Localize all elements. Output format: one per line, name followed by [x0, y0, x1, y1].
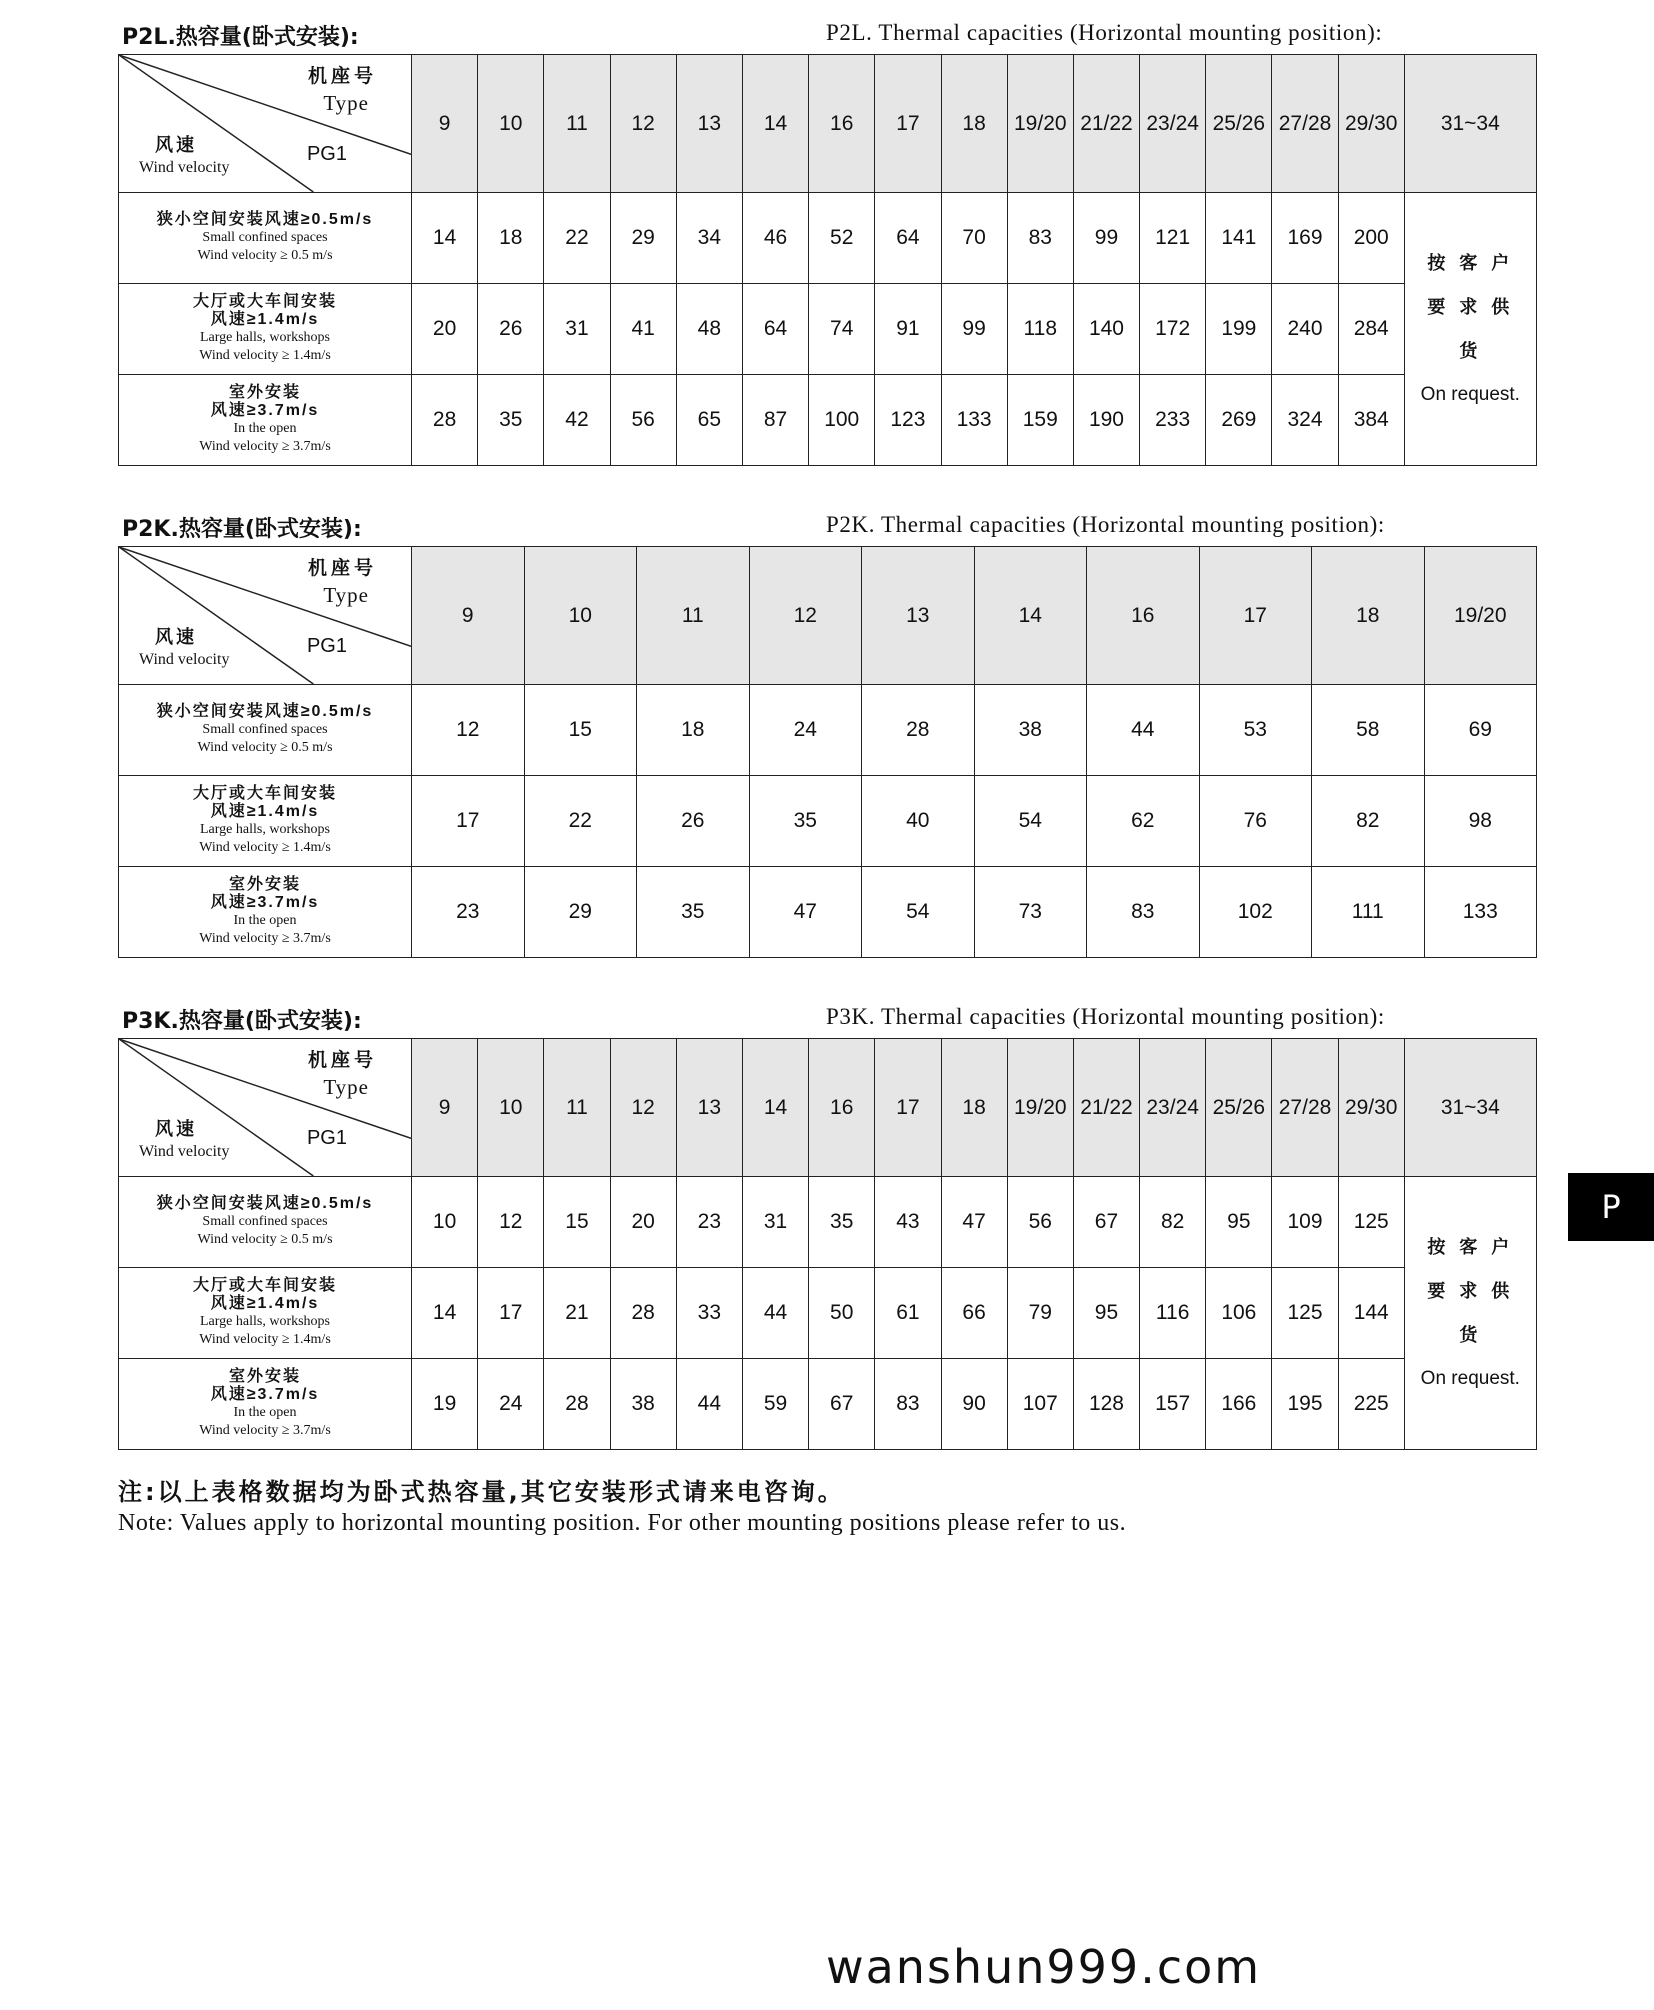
- row-label-en: Large halls, workshops: [200, 330, 330, 345]
- wind-label-cn: 风速: [155, 135, 197, 155]
- table-cell: 102: [1199, 867, 1312, 958]
- type-label-cn: 机座号: [307, 1050, 377, 1071]
- type-header: 13: [862, 547, 975, 685]
- type-header: 13: [676, 55, 742, 193]
- table-cell: 24: [478, 1359, 544, 1450]
- table-cell: 83: [875, 1359, 941, 1450]
- type-header: 14: [742, 1039, 808, 1177]
- type-header: 21/22: [1073, 1039, 1139, 1177]
- table-cell: 133: [941, 375, 1007, 466]
- table-cell: 35: [637, 867, 750, 958]
- table-cell: 28: [412, 375, 478, 466]
- table-cell: 18: [637, 685, 750, 776]
- table-cell: 99: [941, 284, 1007, 375]
- table-cell: 76: [1199, 776, 1312, 867]
- type-header: 19/20: [1424, 547, 1537, 685]
- note-cn: 注:以上表格数据均为卧式热容量,其它安装形式请来电咨询。: [118, 1478, 845, 1506]
- row-label-en: Wind velocity ≥ 1.4m/s: [199, 348, 331, 363]
- table-cell: 159: [1007, 375, 1073, 466]
- type-header: 13: [676, 1039, 742, 1177]
- row-label: [119, 685, 412, 776]
- type-header: 27/28: [1272, 55, 1338, 193]
- table-cell: 41: [610, 284, 676, 375]
- on-request-cell: [1404, 193, 1536, 466]
- table-cell: 90: [941, 1359, 1007, 1450]
- type-header: 10: [524, 547, 637, 685]
- p3k-title-cn: P3K.热容量(卧式安装):: [122, 1009, 362, 1034]
- row-label-cn: 风速≥1.4m/s: [210, 1295, 320, 1312]
- type-header: 31~34: [1404, 1039, 1536, 1177]
- row-label-cn: 大厅或大车间安装: [192, 785, 337, 802]
- row-label-en: Large halls, workshops: [200, 1314, 330, 1329]
- table-cell: 54: [974, 776, 1087, 867]
- table-cell: 284: [1338, 284, 1404, 375]
- table-cell: 44: [742, 1268, 808, 1359]
- row-label-en: Wind velocity ≥ 0.5 m/s: [197, 248, 333, 263]
- type-header: 12: [610, 1039, 676, 1177]
- wind-label-en: Wind velocity: [139, 159, 230, 176]
- row-label-cn: 狭小空间安装风速≥0.5m/s: [156, 211, 374, 228]
- table-cell: 140: [1073, 284, 1139, 375]
- type-header: 14: [974, 547, 1087, 685]
- type-label-en: Type: [323, 1075, 369, 1099]
- type-label-cn: 机座号: [307, 66, 377, 87]
- table-cell: 106: [1206, 1268, 1272, 1359]
- table-cell: 19: [412, 1359, 478, 1450]
- note-en: Note: Values apply to horizontal mounting position. For other mounting positions please refer to us.: [118, 1510, 1127, 1536]
- row-label-en: Wind velocity ≥ 1.4m/s: [199, 840, 331, 855]
- row-label: [119, 1268, 412, 1359]
- table-cell: 62: [1087, 776, 1200, 867]
- row-label-en: Wind velocity ≥ 3.7m/s: [199, 1423, 331, 1438]
- table-cell: 128: [1073, 1359, 1139, 1450]
- corner-cell: [119, 1039, 412, 1177]
- header-row: [119, 547, 1537, 685]
- type-header: 27/28: [1272, 1039, 1338, 1177]
- on-request-en: On request.: [1420, 384, 1520, 405]
- table-cell: 69: [1424, 685, 1537, 776]
- table-cell: 225: [1338, 1359, 1404, 1450]
- table-cell: 44: [676, 1359, 742, 1450]
- table-cell: 141: [1206, 193, 1272, 284]
- table-cell: 73: [974, 867, 1087, 958]
- table-cell: 95: [1206, 1177, 1272, 1268]
- table-cell: 42: [544, 375, 610, 466]
- row-label-en: Wind velocity ≥ 0.5 m/s: [197, 740, 333, 755]
- table-cell: 23: [412, 867, 525, 958]
- type-header: 17: [1199, 547, 1312, 685]
- type-label-en: Type: [323, 91, 369, 115]
- table-cell: 20: [610, 1177, 676, 1268]
- corner-cell: [119, 547, 412, 685]
- type-header: 12: [749, 547, 862, 685]
- p2l-table: [118, 54, 1537, 466]
- type-header: 14: [742, 55, 808, 193]
- table-row: [119, 193, 1537, 284]
- table-cell: 33: [676, 1268, 742, 1359]
- type-label-cn: 机座号: [307, 558, 377, 579]
- pg-label: PG1: [306, 635, 347, 657]
- table-cell: 26: [478, 284, 544, 375]
- type-header: 31~34: [1404, 55, 1536, 193]
- wind-label-cn: 风速: [155, 1119, 197, 1139]
- table-cell: 200: [1338, 193, 1404, 284]
- table-cell: 17: [412, 776, 525, 867]
- row-label-en: Wind velocity ≥ 1.4m/s: [199, 1332, 331, 1347]
- table-cell: 133: [1424, 867, 1537, 958]
- type-header: 18: [1312, 547, 1425, 685]
- table-cell: 38: [974, 685, 1087, 776]
- table-cell: 82: [1312, 776, 1425, 867]
- row-label-cn: 风速≥3.7m/s: [210, 402, 320, 419]
- table-cell: 87: [742, 375, 808, 466]
- table-cell: 59: [742, 1359, 808, 1450]
- type-header: 29/30: [1338, 1039, 1404, 1177]
- row-label-cn: 风速≥3.7m/s: [210, 1386, 320, 1403]
- pg-label: PG1: [306, 1127, 347, 1149]
- table-row: [119, 685, 1537, 776]
- p2k-table: [118, 546, 1537, 958]
- p3k-title-en: P3K. Thermal capacities (Horizontal mounting position):: [826, 1004, 1385, 1029]
- table-cell: 21: [544, 1268, 610, 1359]
- table-cell: 28: [544, 1359, 610, 1450]
- table-cell: 40: [862, 776, 975, 867]
- table-cell: 74: [809, 284, 875, 375]
- pg-label: PG1: [306, 143, 347, 165]
- row-label-cn: 室外安装: [228, 384, 301, 401]
- table-cell: 100: [809, 375, 875, 466]
- type-header: 16: [1087, 547, 1200, 685]
- table-cell: 166: [1206, 1359, 1272, 1450]
- on-request-cn-2: 要求供货: [1427, 1281, 1524, 1345]
- type-header: 25/26: [1206, 1039, 1272, 1177]
- row-label-cn: 室外安装: [228, 1368, 301, 1385]
- row-label: [119, 1359, 412, 1450]
- row-label: [119, 193, 412, 284]
- table-cell: 54: [862, 867, 975, 958]
- table-cell: 116: [1140, 1268, 1206, 1359]
- type-header: 19/20: [1007, 1039, 1073, 1177]
- header-row: [119, 55, 1537, 193]
- table-row: [119, 776, 1537, 867]
- row-label-en: In the open: [233, 421, 297, 436]
- type-header: 21/22: [1073, 55, 1139, 193]
- type-header: 9: [412, 55, 478, 193]
- table-cell: 50: [809, 1268, 875, 1359]
- table-cell: 47: [749, 867, 862, 958]
- table-cell: 91: [875, 284, 941, 375]
- table-row: [119, 1268, 1537, 1359]
- table-cell: 99: [1073, 193, 1139, 284]
- type-header: 16: [809, 55, 875, 193]
- row-label-cn: 风速≥3.7m/s: [210, 894, 320, 911]
- row-label-en: Wind velocity ≥ 3.7m/s: [199, 931, 331, 946]
- table-cell: 34: [676, 193, 742, 284]
- table-cell: 24: [749, 685, 862, 776]
- table-cell: 125: [1338, 1177, 1404, 1268]
- table-cell: 31: [544, 284, 610, 375]
- table-cell: 35: [809, 1177, 875, 1268]
- p2l-title-en: P2L. Thermal capacities (Horizontal mounting position):: [826, 20, 1383, 45]
- row-label-cn: 风速≥1.4m/s: [210, 803, 320, 820]
- row-label: [119, 867, 412, 958]
- p3k-table: [118, 1038, 1537, 1450]
- table-cell: 29: [524, 867, 637, 958]
- table-cell: 48: [676, 284, 742, 375]
- corner-cell: [119, 55, 412, 193]
- table-cell: 169: [1272, 193, 1338, 284]
- table-cell: 233: [1140, 375, 1206, 466]
- table-cell: 70: [941, 193, 1007, 284]
- side-tab-p: P: [1568, 1173, 1654, 1241]
- table-cell: 65: [676, 375, 742, 466]
- table-cell: 144: [1338, 1268, 1404, 1359]
- type-header: 11: [544, 1039, 610, 1177]
- type-header: 16: [809, 1039, 875, 1177]
- table-cell: 15: [544, 1177, 610, 1268]
- table-cell: 82: [1140, 1177, 1206, 1268]
- table-cell: 121: [1140, 193, 1206, 284]
- table-row: [119, 375, 1537, 466]
- table-cell: 35: [749, 776, 862, 867]
- table-cell: 109: [1272, 1177, 1338, 1268]
- p2l-title-cn: P2L.热容量(卧式安装):: [122, 25, 359, 50]
- table-cell: 384: [1338, 375, 1404, 466]
- row-label-en: Wind velocity ≥ 3.7m/s: [199, 439, 331, 454]
- table-cell: 15: [524, 685, 637, 776]
- table-cell: 58: [1312, 685, 1425, 776]
- p2k-title-en: P2K. Thermal capacities (Horizontal mounting position):: [826, 512, 1385, 537]
- table-cell: 157: [1140, 1359, 1206, 1450]
- table-cell: 83: [1007, 193, 1073, 284]
- row-label-cn: 大厅或大车间安装: [192, 293, 337, 310]
- table-cell: 14: [412, 1268, 478, 1359]
- type-header: 29/30: [1338, 55, 1404, 193]
- on-request-cn-1: 按客户: [1427, 253, 1524, 273]
- table-cell: 111: [1312, 867, 1425, 958]
- table-cell: 18: [478, 193, 544, 284]
- row-label-cn: 狭小空间安装风速≥0.5m/s: [156, 703, 374, 720]
- row-label-cn: 大厅或大车间安装: [192, 1277, 337, 1294]
- table-row: [119, 1177, 1537, 1268]
- table-cell: 83: [1087, 867, 1200, 958]
- table-cell: 98: [1424, 776, 1537, 867]
- type-header: 10: [478, 55, 544, 193]
- table-cell: 23: [676, 1177, 742, 1268]
- table-cell: 43: [875, 1177, 941, 1268]
- row-label-cn: 狭小空间安装风速≥0.5m/s: [156, 1195, 374, 1212]
- table-cell: 20: [412, 284, 478, 375]
- table-cell: 52: [809, 193, 875, 284]
- table-cell: 199: [1206, 284, 1272, 375]
- table-cell: 195: [1272, 1359, 1338, 1450]
- type-header: 17: [875, 55, 941, 193]
- table-cell: 64: [742, 284, 808, 375]
- table-cell: 56: [1007, 1177, 1073, 1268]
- table-cell: 46: [742, 193, 808, 284]
- on-request-cn-1: 按客户: [1427, 1237, 1524, 1257]
- table-cell: 240: [1272, 284, 1338, 375]
- type-label-en: Type: [323, 583, 369, 607]
- table-cell: 12: [478, 1177, 544, 1268]
- row-label-en: Large halls, workshops: [200, 822, 330, 837]
- type-header: 12: [610, 55, 676, 193]
- type-header: 25/26: [1206, 55, 1272, 193]
- table-cell: 22: [544, 193, 610, 284]
- table-cell: 67: [809, 1359, 875, 1450]
- on-request-cell: [1404, 1177, 1536, 1450]
- table-row: [119, 1359, 1537, 1450]
- table-cell: 14: [412, 193, 478, 284]
- table-cell: 61: [875, 1268, 941, 1359]
- footer-url: wanshun999.com: [826, 1940, 1262, 1994]
- table-cell: 64: [875, 193, 941, 284]
- type-header: 11: [544, 55, 610, 193]
- row-label: [119, 1177, 412, 1268]
- table-cell: 22: [524, 776, 637, 867]
- row-label-en: Small confined spaces: [202, 722, 328, 737]
- table-cell: 107: [1007, 1359, 1073, 1450]
- type-header: 19/20: [1007, 55, 1073, 193]
- table-cell: 29: [610, 193, 676, 284]
- row-label-en: Small confined spaces: [202, 1214, 328, 1229]
- table-cell: 28: [862, 685, 975, 776]
- table-cell: 26: [637, 776, 750, 867]
- table-cell: 53: [1199, 685, 1312, 776]
- table-cell: 38: [610, 1359, 676, 1450]
- row-label: [119, 284, 412, 375]
- table-cell: 67: [1073, 1177, 1139, 1268]
- table-cell: 17: [478, 1268, 544, 1359]
- table-cell: 79: [1007, 1268, 1073, 1359]
- table-row: [119, 867, 1537, 958]
- type-header: 18: [941, 55, 1007, 193]
- table-cell: 172: [1140, 284, 1206, 375]
- on-request-en: On request.: [1420, 1368, 1520, 1389]
- row-label-cn: 室外安装: [228, 876, 301, 893]
- row-label-en: In the open: [233, 913, 297, 928]
- type-header: 9: [412, 547, 525, 685]
- table-cell: 56: [610, 375, 676, 466]
- table-cell: 44: [1087, 685, 1200, 776]
- type-header: 23/24: [1140, 1039, 1206, 1177]
- wind-label-en: Wind velocity: [139, 651, 230, 668]
- type-header: 10: [478, 1039, 544, 1177]
- header-row: [119, 1039, 1537, 1177]
- table-cell: 324: [1272, 375, 1338, 466]
- p2k-title-cn: P2K.热容量(卧式安装):: [122, 517, 362, 542]
- row-label: [119, 776, 412, 867]
- table-cell: 190: [1073, 375, 1139, 466]
- type-header: 17: [875, 1039, 941, 1177]
- type-header: 9: [412, 1039, 478, 1177]
- table-cell: 10: [412, 1177, 478, 1268]
- type-header: 11: [637, 547, 750, 685]
- table-cell: 95: [1073, 1268, 1139, 1359]
- row-label-en: In the open: [233, 1405, 297, 1420]
- type-header: 23/24: [1140, 55, 1206, 193]
- table-cell: 31: [742, 1177, 808, 1268]
- wind-label-cn: 风速: [155, 627, 197, 647]
- row-label-cn: 风速≥1.4m/s: [210, 311, 320, 328]
- on-request-cn-2: 要求供货: [1427, 297, 1524, 361]
- table-cell: 123: [875, 375, 941, 466]
- table-cell: 28: [610, 1268, 676, 1359]
- table-cell: 118: [1007, 284, 1073, 375]
- row-label-en: Small confined spaces: [202, 230, 328, 245]
- wind-label-en: Wind velocity: [139, 1143, 230, 1160]
- row-label-en: Wind velocity ≥ 0.5 m/s: [197, 1232, 333, 1247]
- row-label: [119, 375, 412, 466]
- table-cell: 66: [941, 1268, 1007, 1359]
- table-row: [119, 284, 1537, 375]
- type-header: 18: [941, 1039, 1007, 1177]
- table-cell: 125: [1272, 1268, 1338, 1359]
- table-cell: 269: [1206, 375, 1272, 466]
- table-cell: 12: [412, 685, 525, 776]
- table-cell: 35: [478, 375, 544, 466]
- table-cell: 47: [941, 1177, 1007, 1268]
